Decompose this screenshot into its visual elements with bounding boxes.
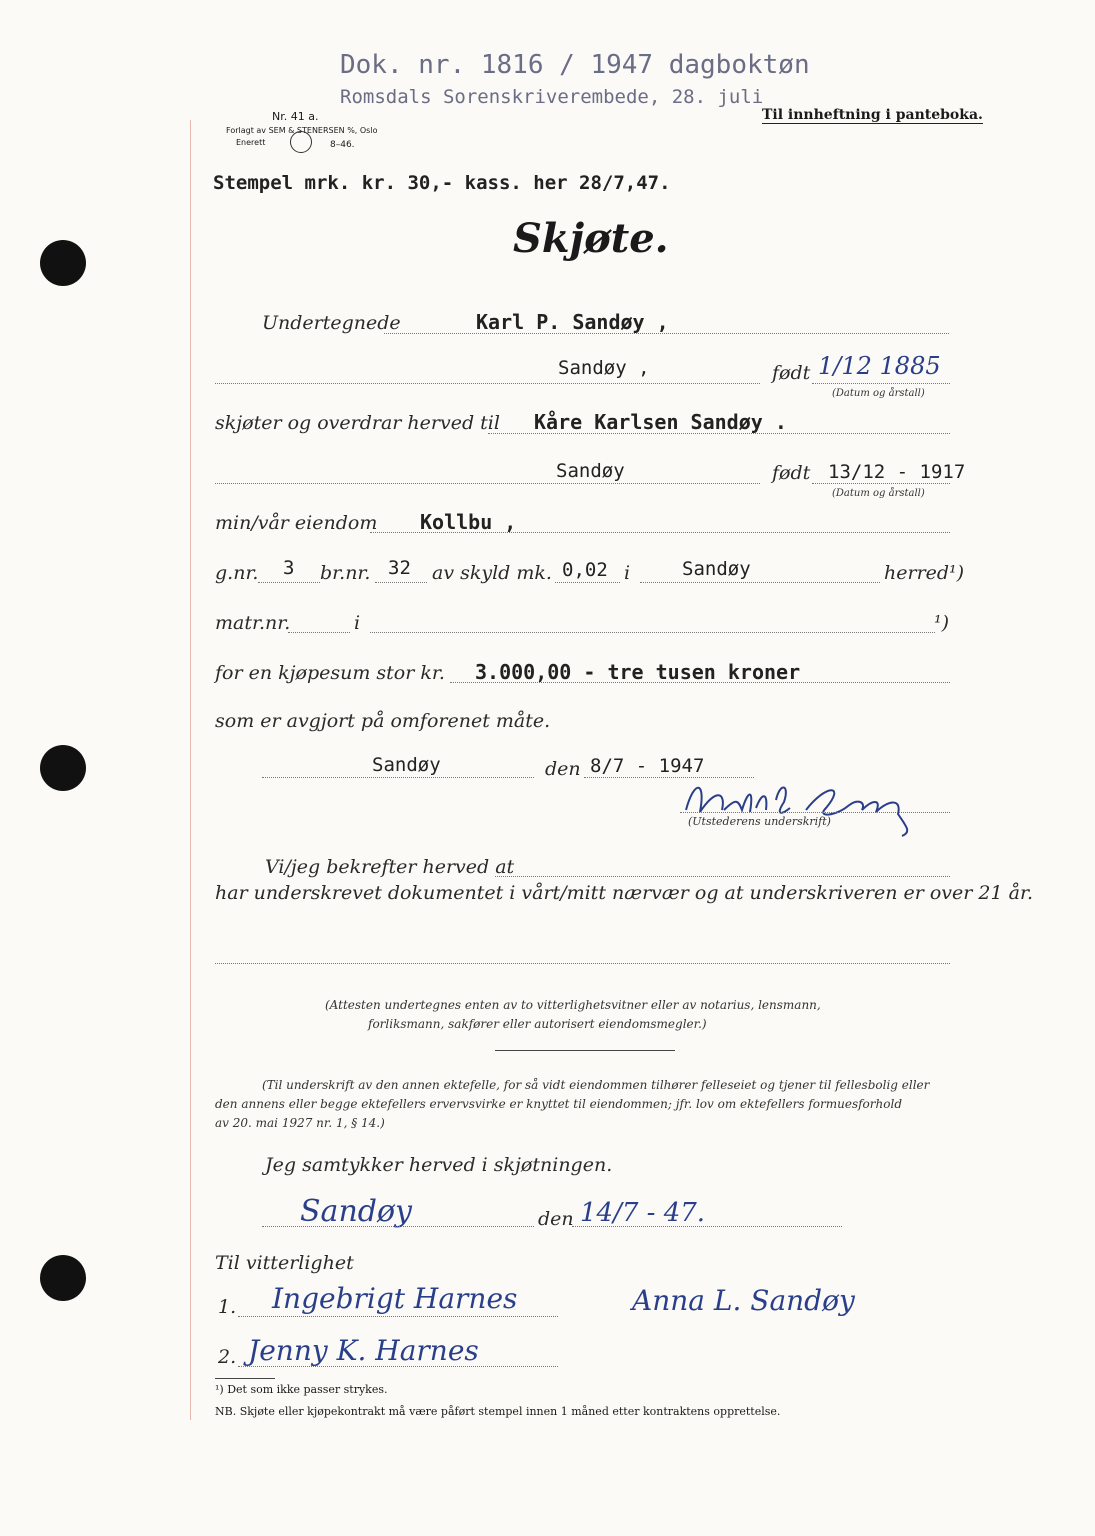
ektefelle-line1: (Til underskrift av den annen ektefelle, for så vidt eiendommen tilhører felleseiet og tjener til fellesbolig eller <box>262 1078 930 1092</box>
stamp-note: Stempel mrk. kr. 30,- kass. her 28/7,47. <box>213 172 671 194</box>
attest-note-line1: (Attesten undertegnes enten av to vitterlighetsvitner eller av notarius, lensmann, <box>325 998 821 1012</box>
sign-place: Sandøy <box>372 754 441 776</box>
buyer-name: Kåre Karlsen Sandøy . <box>534 410 787 434</box>
bekrefter-line1: Vi/jeg bekrefter herved at <box>265 856 515 878</box>
fodt-label: født <box>772 362 811 384</box>
fodt-label: født <box>772 462 811 484</box>
fill-line <box>262 777 534 778</box>
buyer-place: Sandøy <box>556 460 625 482</box>
undertegnede-label: Undertegnede <box>262 312 401 334</box>
punch-hole <box>40 240 86 286</box>
vitterlighet-label: Til vitterlighet <box>215 1252 354 1274</box>
publisher-logo <box>290 131 312 153</box>
seller-birth: 1/12 1885 <box>818 352 941 380</box>
separator-line <box>495 1050 675 1051</box>
publisher-rights: Enerett <box>236 138 266 147</box>
fill-line <box>215 483 760 484</box>
fill-line <box>555 582 620 583</box>
fill-line <box>370 632 935 633</box>
sign-date: 8/7 - 1947 <box>590 755 705 777</box>
brnr-value: 32 <box>388 557 411 579</box>
fill-line <box>812 483 950 484</box>
fill-line <box>572 1226 842 1227</box>
publisher-date: 8–46. <box>330 140 355 150</box>
attest-note-line2: forliksmann, sakfører eller autorisert eiendomsmegler.) <box>368 1017 707 1031</box>
herred-value: Sandøy <box>682 558 751 580</box>
ektefelle-line3: av 20. mai 1927 nr. 1, § 14.) <box>215 1116 385 1130</box>
skjoter-label: skjøter og overdrar herved til <box>215 412 500 434</box>
fill-line <box>238 1316 558 1317</box>
fill-line <box>258 582 320 583</box>
consent-date: 14/7 - 47. <box>580 1198 706 1228</box>
fill-line <box>238 1366 558 1367</box>
i-label: i <box>624 562 631 584</box>
herred-label: herred¹) <box>884 562 965 584</box>
fill-line <box>215 383 760 384</box>
signature-line <box>680 812 950 813</box>
witness2-number: 2. <box>218 1346 237 1368</box>
witness1-signature: Ingebrigt Harnes <box>272 1282 518 1315</box>
registry-stamp-line2: Romsdals Sorenskriverembede, 28. juli <box>340 86 764 108</box>
matr-i: i <box>354 612 361 634</box>
datum-hint: (Datum og årstall) <box>832 388 925 399</box>
spouse-signature: Anna L. Sandøy <box>632 1284 855 1317</box>
matr-label: matr.nr. <box>215 612 291 634</box>
witness1-number: 1. <box>218 1296 237 1318</box>
publisher-line: Forlagt av SEM & STENERSEN %, Oslo <box>226 126 378 135</box>
datum-hint: (Datum og årstall) <box>832 488 925 499</box>
form-number: Nr. 41 a. <box>272 110 319 123</box>
gnr-value: 3 <box>283 557 295 579</box>
brnr-label: br.nr. <box>320 562 371 584</box>
fill-line <box>812 383 950 384</box>
registry-stamp-line1: Dok. nr. 1816 / 1947 dagboktøn <box>340 50 810 80</box>
footnote-1: ¹) Det som ikke passer strykes. <box>215 1383 388 1396</box>
den-label: den <box>545 758 581 780</box>
eiendom-label: min/vår eiendom <box>215 512 378 534</box>
matr-end: ¹) <box>934 612 950 634</box>
margin-line <box>190 120 191 1420</box>
document-title: Skjøte. <box>513 215 669 262</box>
kjopesum-value: 3.000,00 - tre tusen kroner <box>475 660 801 684</box>
gnr-label: g.nr. <box>215 562 259 584</box>
seller-name: Karl P. Sandøy , <box>476 310 669 334</box>
fill-line <box>375 582 427 583</box>
skyld-value: 0,02 <box>562 559 608 581</box>
consent-den-label: den <box>538 1208 574 1230</box>
consent-place: Sandøy <box>300 1194 412 1229</box>
eiendom-name: Kollbu , <box>420 510 517 534</box>
witness2-signature: Jenny K. Harnes <box>248 1334 479 1367</box>
ektefelle-line2: den annens eller begge ektefellers ervervsvirke er knyttet til eiendommen; jfr. lov om ektefellers formuesforhold <box>215 1097 902 1111</box>
seller-place: Sandøy , <box>558 357 650 379</box>
fill-line <box>288 632 350 633</box>
avgjort-text: som er avgjort på omforenet måte. <box>215 710 551 732</box>
utsteder-hint: (Utstederens underskrift) <box>688 815 831 828</box>
punch-hole <box>40 745 86 791</box>
seller-signature <box>676 770 946 840</box>
panteboka-note: Til innheftning i panteboka. <box>762 107 983 123</box>
fill-line <box>495 876 950 877</box>
fill-line <box>215 963 950 964</box>
punch-hole <box>40 1255 86 1301</box>
fill-line <box>262 1226 534 1227</box>
buyer-birth: 13/12 - 1917 <box>828 461 966 483</box>
footnote-rule <box>215 1378 275 1379</box>
fill-line <box>640 582 880 583</box>
samtykker-text: Jeg samtykker herved i skjøtningen. <box>265 1154 613 1176</box>
footnote-2: NB. Skjøte eller kjøpekontrakt må være påført stempel innen 1 måned etter kontraktens opprettelse. <box>215 1405 781 1418</box>
kjopesum-label: for en kjøpesum stor kr. <box>215 662 445 684</box>
bekrefter-line2: har underskrevet dokumentet i vårt/mitt nærvær og at underskriveren er over 21 år. <box>215 882 1033 904</box>
skyld-label: av skyld mk. <box>432 562 552 584</box>
